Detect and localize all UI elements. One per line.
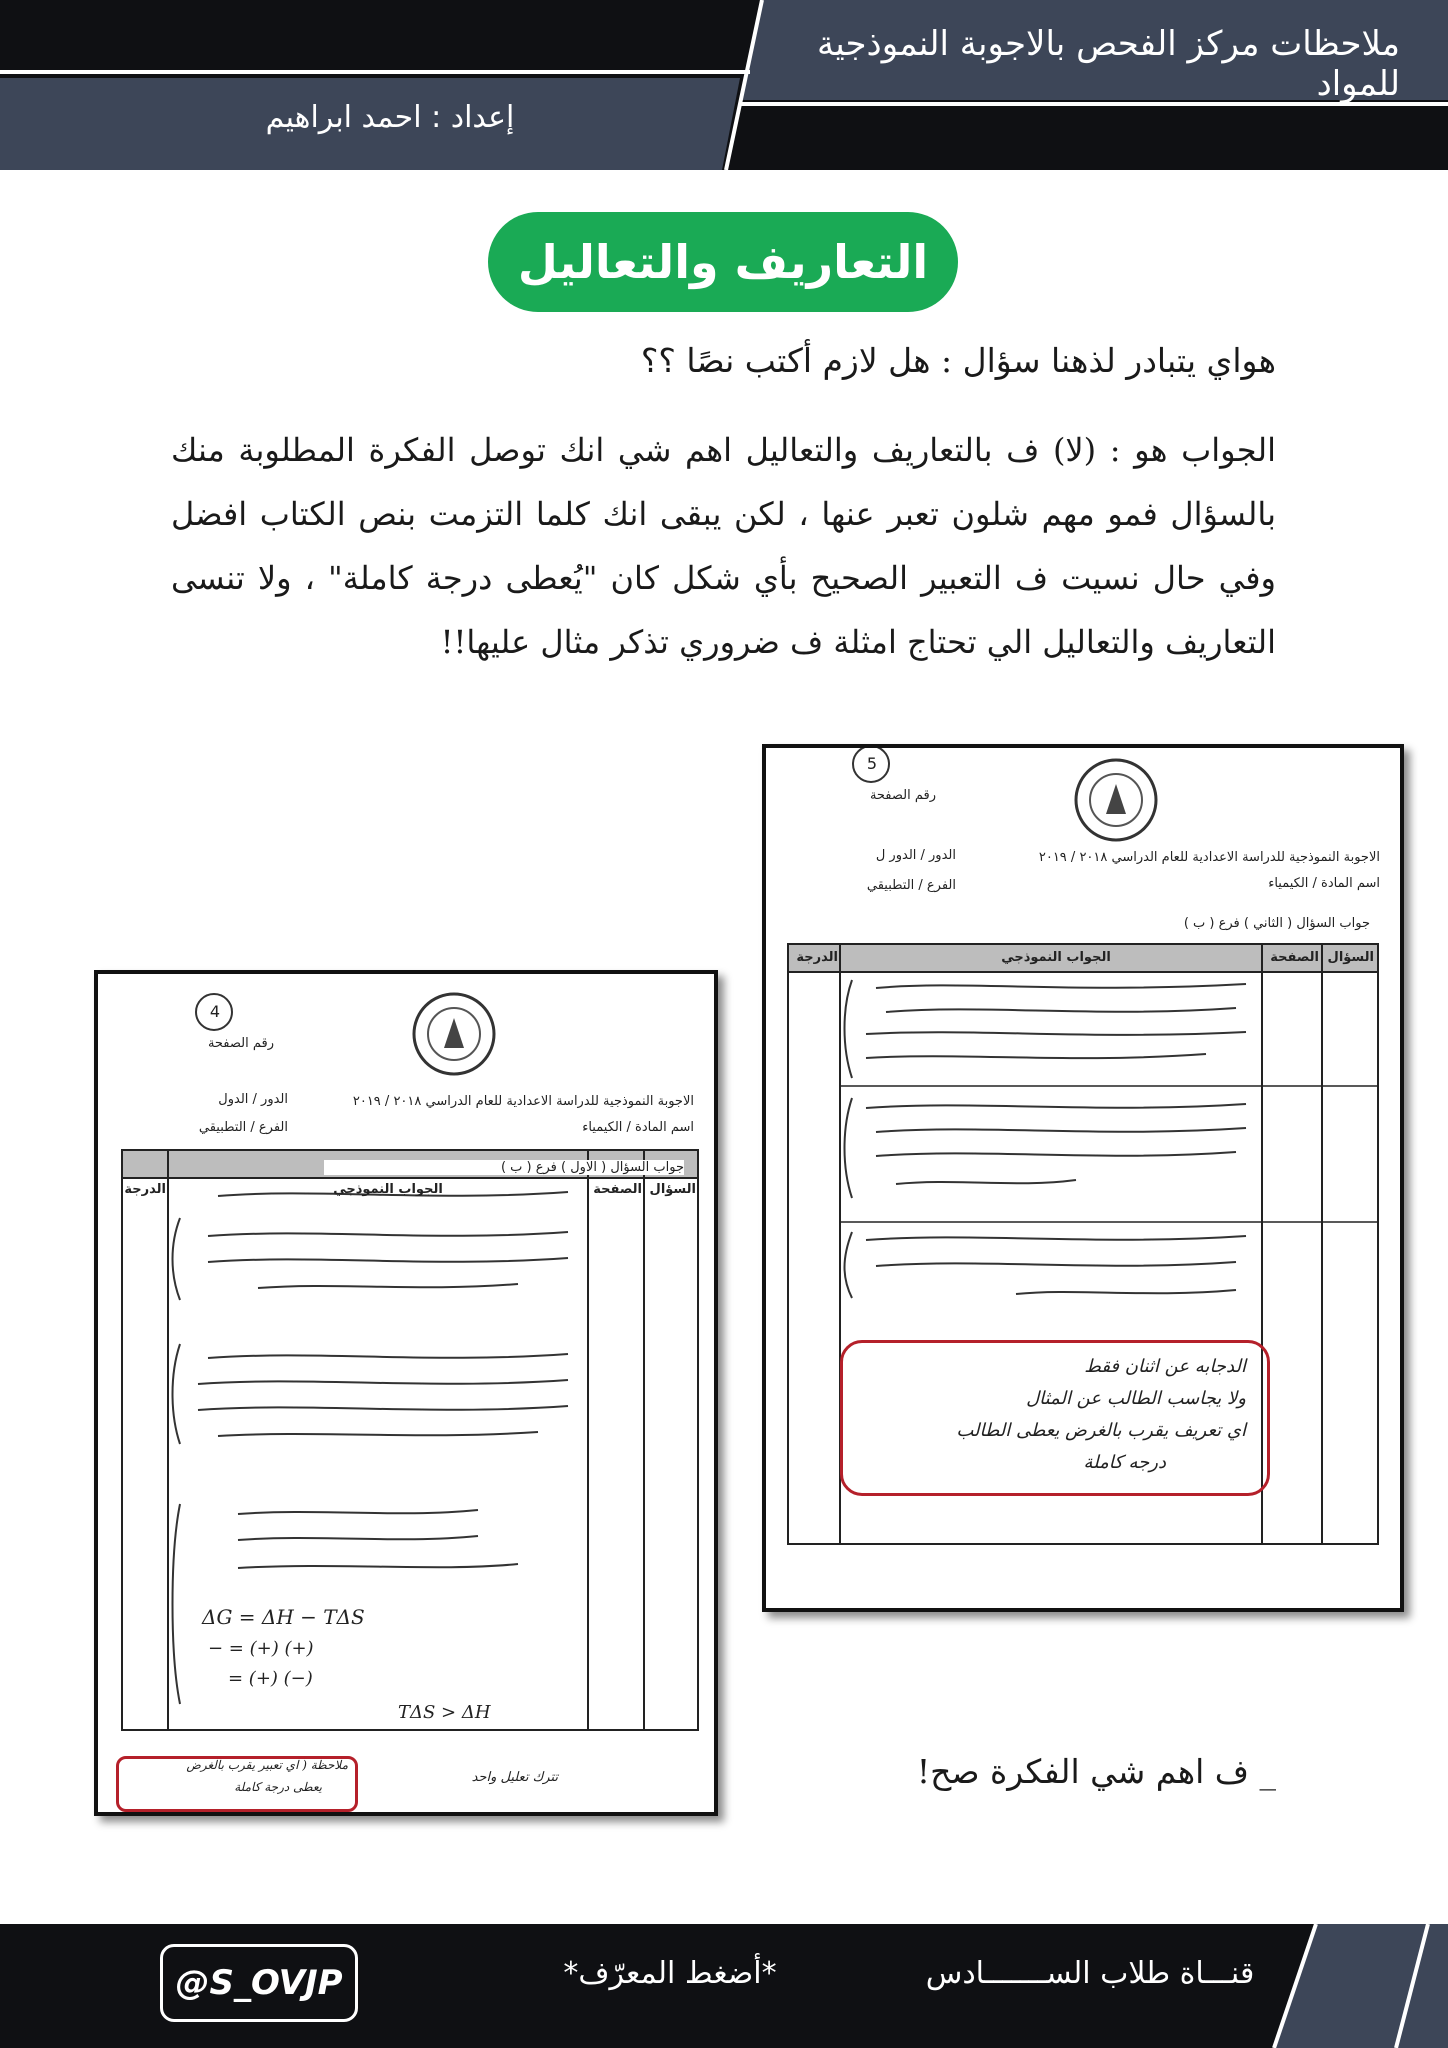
sheet-right-question-line: جواب السؤال ( الثاني ) فرع ( ب ) [1183, 916, 1370, 931]
sheet-left-footer-note: تترك تعليل واحد [471, 1770, 558, 1785]
sheet-right-col-page: الصفحة [1270, 950, 1319, 965]
sheet-right-red-note-4: درجه كاملة [1083, 1452, 1166, 1473]
sheet-left-branch: الفرع / التطبيقي [198, 1120, 288, 1135]
sheet-right-col-answer: الجواب النموذجي [1001, 950, 1111, 965]
answer-paragraph: الجواب هو : (لا) ف بالتعاريف والتعاليل اهم شي انك توصل الفكرة المطلوبة منك بالسؤال فمو مهم شلون تعبر عنها ، لكن يبقى انك كلما التزمت بنص الكتاب افضل وفي حال نسيت ف التعبير الصحيح بأي شكل كان "يُعطى درجة كاملة" ، ولا تنسى التعاريف والتعاليل الي تحتاج امثلة ف ضروري تذكر مثال عليها!! [171, 431, 1277, 661]
sheet-right-red-note-1: الدجابه عن اثنان فقط [1084, 1356, 1246, 1377]
sheet-left-question-line: جواب السؤال ( الاول ) فرع ( ب ) [324, 1160, 684, 1175]
sheet-right-doc-title: الاجوبة النموذجية للدراسة الاعدادية للعام الدراسي ٢٠١٨ / ٢٠١٩ [1038, 850, 1380, 865]
sheet-left-page-number: 4 [209, 1002, 221, 1021]
sheet-right-page-number: 5 [866, 754, 878, 773]
sheet-right-red-note-3: اي تعريف يقرب بالغرض يعطى الطالب [956, 1420, 1246, 1441]
sheet-left-col-page: الصفحة [593, 1182, 642, 1197]
header-title: ملاحظات مركز الفحص بالاجوبة النموذجية للمواد [817, 24, 1400, 104]
sheet-right-col-grade: الدرجة [796, 950, 838, 965]
header-author: إعداد : احمد ابراهيم [265, 100, 515, 135]
closing-note: _ ف اهم شي الفكرة صح! [916, 1752, 1276, 1791]
sheet-right-page-label: رقم الصفحة [869, 788, 936, 803]
sheet-right-round: الدور / الدور ل [875, 848, 956, 863]
svg-text:− = (+) (+): − = (+) (+) [208, 1638, 314, 1659]
intro-question: هواي يتبادر لذهنا سؤال : هل لازم أكتب نصًا ؟؟ [640, 341, 1276, 380]
telegram-handle[interactable]: @S_OVJP [160, 1944, 358, 2022]
svg-text:ΔG = ΔH − TΔS: ΔG = ΔH − TΔS [202, 1605, 365, 1629]
sheet-right-col-question: السؤال [1327, 950, 1374, 965]
sheet-right-red-note-2: ولا يجاسب الطالب عن المثال [1026, 1388, 1246, 1409]
sheet-right-branch: الفرع / التطبيقي [866, 878, 956, 893]
svg-text:= (+) (−): = (+) (−) [228, 1668, 313, 1689]
sheet-left-round: الدور / الدول [218, 1092, 288, 1107]
sheet-left-col-answer: الجواب النموذجي [333, 1182, 443, 1197]
sheet-left-doc-title: الاجوبة النموذجية للدراسة الاعدادية للعام الدراسي ٢٠١٨ / ٢٠١٩ [352, 1094, 694, 1109]
sheet-left-col-grade: الدرجة [124, 1182, 166, 1197]
sheet-right-subject: اسم المادة / الكيمياء [1268, 876, 1380, 891]
sheet-left-red-note-2: يعطى درجة كاملة [234, 1780, 322, 1794]
svg-text:TΔS > ΔH: TΔS > ΔH [398, 1702, 491, 1723]
section-title-pill: التعاريف والتعاليل [488, 212, 958, 312]
sheet-left-col-question: السؤال [649, 1182, 696, 1197]
scanned-answer-sheet-right [762, 744, 1404, 1612]
sheet-left-red-note-1: ملاحظة ( اي تعبير يقرب بالغرض [186, 1758, 348, 1772]
scanned-answer-sheet-left [94, 970, 718, 1816]
sheet-left-page-label: رقم الصفحة [207, 1036, 274, 1051]
press-handle-hint: *أضغط المعرّف* [563, 1956, 777, 1991]
channel-name: قنـــاة طلاب الســـــــادس [925, 1956, 1255, 1991]
sheet-left-subject: اسم المادة / الكيمياء [582, 1120, 694, 1135]
